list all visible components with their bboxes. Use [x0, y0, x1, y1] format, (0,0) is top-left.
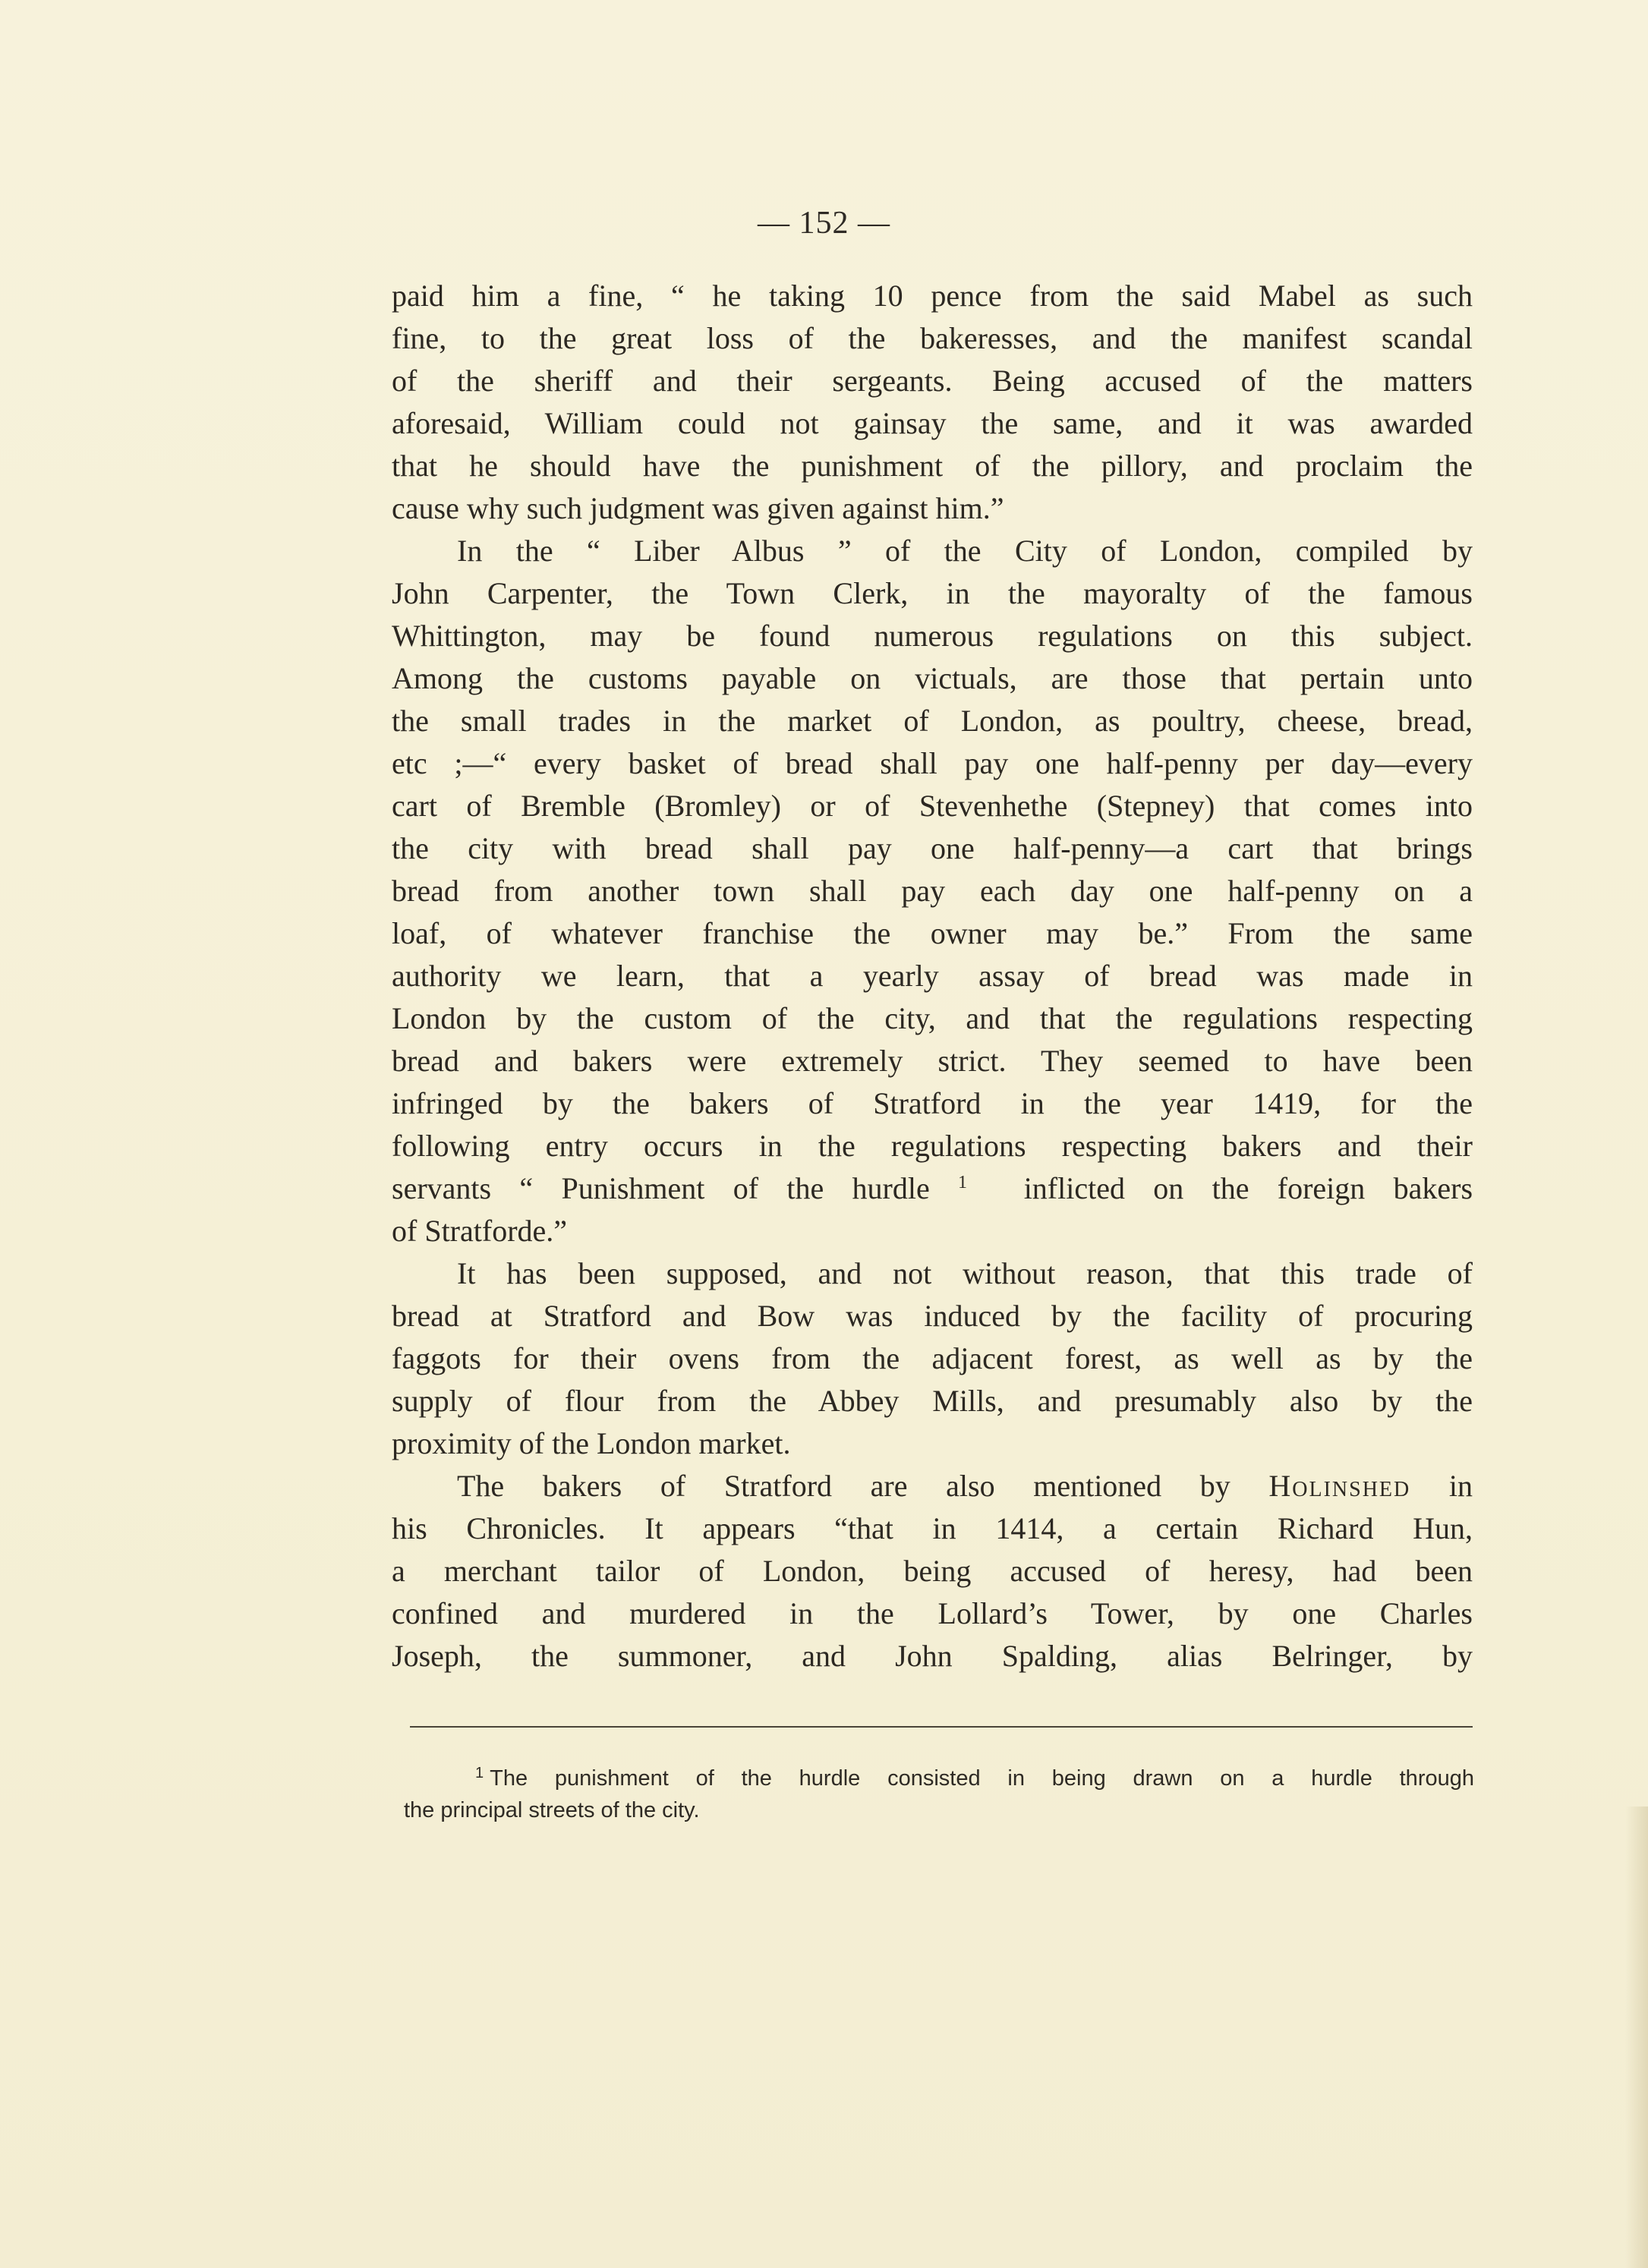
text-line: of Stratforde.”	[392, 1214, 568, 1248]
footnote-line: the principal streets of the city.	[404, 1798, 700, 1822]
text-line: London by the custom of the city, and that the regulations respecting	[392, 1001, 1473, 1035]
text-line: It has been supposed, and not without reason, that this trade of	[457, 1256, 1473, 1290]
text-segment: inflicted on the foreign bakers	[1023, 1171, 1473, 1205]
paragraph-4	[392, 1465, 1473, 1677]
body-text	[392, 275, 1473, 1677]
text-line: loaf, of whatever franchise the owner may be.” From the same	[392, 916, 1473, 950]
text-segment: servants “ Punishment of the hurdle	[392, 1171, 930, 1205]
text-line: the small trades in the market of London, as poultry, cheese, bread,	[392, 704, 1473, 738]
text-line: In the “ Liber Albus ” of the City of London, compiled by	[457, 534, 1473, 568]
page-number: — 152 —	[758, 206, 890, 241]
text-line: etc ;—“ every basket of bread shall pay one half-penny per day—every	[392, 746, 1473, 780]
footnote-reference[interactable]: 1	[958, 1173, 968, 1192]
text-line: supply of flour from the Abbey Mills, and presumably also by the	[392, 1384, 1473, 1418]
text-line: of the sheriff and their sergeants. Being accused of the matters	[392, 364, 1473, 398]
text-line: bread from another town shall pay each day one half-penny on a	[392, 874, 1473, 908]
text-segment: in	[1448, 1469, 1473, 1503]
text-line: paid him a fine, “ he taking 10 pence from the said Mabel as such	[392, 279, 1473, 313]
text-line: that he should have the punishment of the pillory, and proclaim the	[392, 449, 1473, 483]
page-edge-shadow	[1625, 1807, 1648, 2268]
text-line: faggots for their ovens from the adjacent forest, as well as by the	[392, 1341, 1473, 1375]
footnote-mark: 1	[475, 1765, 484, 1781]
text-line: cart of Bremble (Bromley) or of Stevenhethe (Stepney) that comes into	[392, 789, 1473, 823]
text-line: bread at Stratford and Bow was induced by the facility of procuring	[392, 1299, 1473, 1333]
text-segment: The bakers of Stratford are also mentioned by	[457, 1469, 1230, 1503]
text-line: Whittington, may be found numerous regulations on this subject.	[392, 619, 1473, 653]
text-line: John Carpenter, the Town Clerk, in the mayoralty of the famous	[392, 576, 1473, 610]
paragraph-3	[392, 1252, 1473, 1465]
text-line: cause why such judgment was given against him.”	[392, 491, 1004, 525]
text-line-with-footnote	[392, 1167, 1473, 1210]
paragraph-1	[392, 275, 1473, 530]
text-line: the city with bread shall pay one half-penny—a cart that brings	[392, 831, 1473, 865]
author-name: Holinshed	[1268, 1469, 1411, 1503]
text-line: proximity of the London market.	[392, 1426, 791, 1460]
footnote-line	[404, 1762, 1474, 1794]
text-line: infringed by the bakers of Stratford in the year 1419, for the	[392, 1086, 1473, 1120]
text-line: authority we learn, that a yearly assay of bread was made in	[392, 959, 1473, 993]
footnote	[404, 1762, 1474, 1826]
text-line: aforesaid, William could not gainsay the same, and it was awarded	[392, 406, 1473, 440]
text-line: a merchant tailor of London, being accused of heresy, had been	[392, 1554, 1473, 1588]
text-line: Among the customs payable on victuals, are those that pertain unto	[392, 661, 1473, 695]
paragraph-2	[392, 530, 1473, 1252]
text-line: fine, to the great loss of the bakeresses, and the manifest scandal	[392, 321, 1473, 355]
text-line: following entry occurs in the regulations respecting bakers and their	[392, 1129, 1473, 1163]
text-line: his Chronicles. It appears “that in 1414, a certain Richard Hun,	[392, 1511, 1473, 1545]
text-line-with-name	[392, 1465, 1473, 1507]
footnote-divider	[410, 1726, 1473, 1728]
footnote-text: The punishment of the hurdle consisted in being drawn on a hurdle through	[490, 1766, 1474, 1791]
text-line: Joseph, the summoner, and John Spalding, alias Belringer, by	[392, 1639, 1473, 1673]
text-line: confined and murdered in the Lollard’s Tower, by one Charles	[392, 1596, 1473, 1630]
text-line: bread and bakers were extremely strict. They seemed to have been	[392, 1044, 1473, 1078]
